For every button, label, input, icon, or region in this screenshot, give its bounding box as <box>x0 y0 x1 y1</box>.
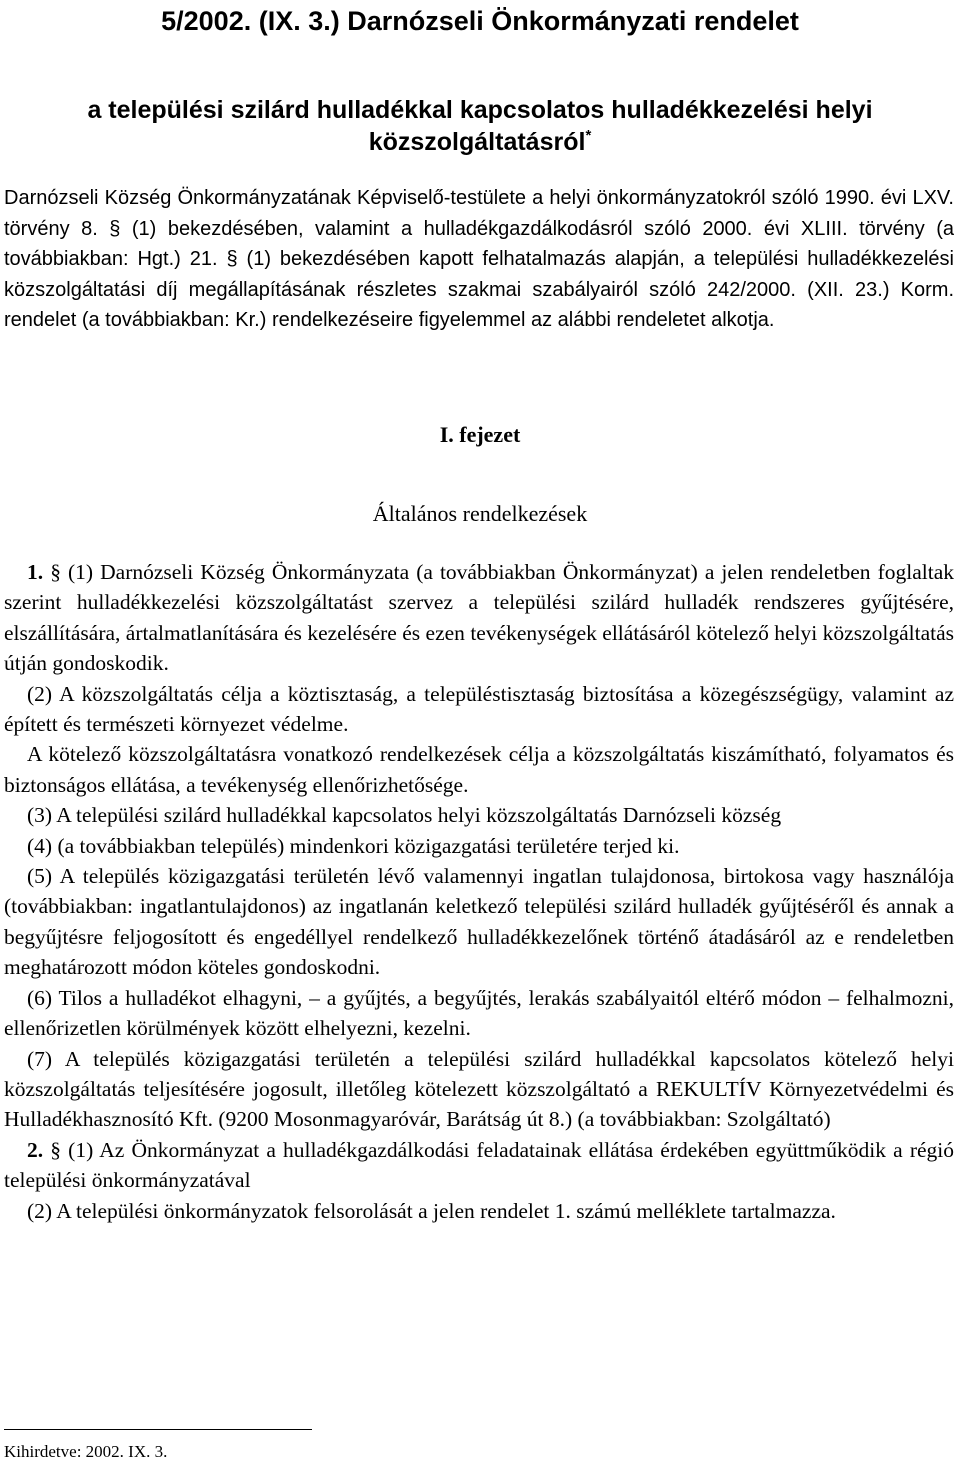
section-1-paragraph-4: (3) A települési szilárd hulladékkal kapcsolatos helyi közszolgáltatás Darnózseli község <box>27 803 782 828</box>
regulation-subtitle-line2 <box>0 126 960 158</box>
paragraph-text: § (1) Az Önkormányzat a hulladékgazdálkodási feladatainak ellátása érdekében együttműködik a régió települési önkormányzatával <box>4 1137 954 1193</box>
footnote-divider <box>4 1429 312 1430</box>
section-2-paragraph-2: (2) A települési önkormányzatok felsorolását a jelen rendelet 1. számú melléklete tartalmazza. <box>27 1198 836 1223</box>
subtitle-text: közszolgáltatásról <box>368 128 586 156</box>
section-1-paragraph-8: (7) A település közigazgatási területén a települési szilárd hulladékkal kapcsolatos kötelező helyi közszolgáltatás teljesítésére jogosult, illetőleg kötelezett közszolgáltató a REKULTÍV Környezetvédelmi és Hulladékhasznosító Kft. (9200 Mosonmagyaróvár, Barátság út 8.) (a továbbiakban: Szolgáltató) <box>4 1046 954 1132</box>
regulation-title: 5/2002. (IX. 3.) Darnózseli Önkormányzati rendelet <box>161 6 799 36</box>
section-1-paragraph-7: (6) Tilos a hulladékot elhagyni, – a gyűjtés, a begyűjtés, lerakás szabályaitól eltérő módon – felhalmozni, ellenőrizetlen körülmények között elhelyezni, kezelni. <box>4 985 954 1041</box>
paragraph-text: § (1) Darnózseli Község Önkormányzata (a továbbiakban Önkormányzat) a jelen rendeletben foglaltak szerint hulladékkezelési közszolgáltatást szervez a települési szilárd hulladék rendszeres gyűjtésére, elszállítására, ártalmatlanítására és kezelésére és ezen tevékenységek ellátásáról kötelező helyi közszolgáltatás útján gondoskodik. <box>4 560 954 676</box>
promulgation-footnote: Kihirdetve: 2002. IX. 3. <box>4 1442 168 1461</box>
chapter-number: I. fejezet <box>439 422 521 447</box>
preamble-paragraph: Darnózseli Község Önkormányzatának Képviselő-testülete a helyi önkormányzatokról szóló 1990. évi LXV. törvény 8. § (1) bekezdésében, valamint a hulladékgazdálkodásról szóló 2000. évi XLIII. törvény (a továbbiakban: Hgt.) 21. § (1) bekezdésében kapott felhatalmazás alapján, a települési hulladékkezelési közszolgáltatási díj megállapításának részletes szakmai szabályairól szóló 242/2000. (XII. 23.) Korm. rendelet (a továbbiakban: Kr.) rendelkezéseire figyelemmel az alábbi rendeletet alkotja. <box>4 187 954 331</box>
section-1-paragraph-5: (4) (a továbbiakban település) mindenkori közigazgatási területére terjed ki. <box>27 833 680 858</box>
footnote-mark: * <box>585 127 592 144</box>
section-number: 2. <box>27 1137 44 1162</box>
section-1-paragraph-2: (2) A közszolgáltatás célja a köztisztaság, a településtisztaság biztosítása a közegészségügy, valamint az épített és természeti környezet védelme. <box>4 681 954 737</box>
chapter-title: Általános rendelkezések <box>372 501 588 526</box>
section-1-paragraph-3: A kötelező közszolgáltatásra vonatkozó rendelkezések célja a közszolgáltatás kiszámítható, folyamatos és biztonságos ellátása, a tevékenység ellenőrizhetősége. <box>4 742 954 797</box>
regulation-body <box>4 557 954 1226</box>
section-2-paragraph-1 <box>4 1135 954 1196</box>
section-1-paragraph-1 <box>4 557 954 679</box>
section-1-paragraph-6: (5) A település közigazgatási területén lévő valamennyi ingatlan tulajdonosa, birtokosa vagy használója (továbbiakban: ingatlantulajdonos) az ingatlanán keletkező települési szilárd hulladék gyűjtéséről és annak a begyűjtésre feljogosított és engedéllyel rendelkező hulladékkezelőnek történő átadásáról az e rendeletben meghatározott módon köteles gondoskodni. <box>4 864 954 980</box>
regulation-subtitle-line1: a települési szilárd hulladékkal kapcsolatos hulladékkezelési helyi <box>87 96 873 124</box>
section-number: 1. <box>27 560 44 584</box>
